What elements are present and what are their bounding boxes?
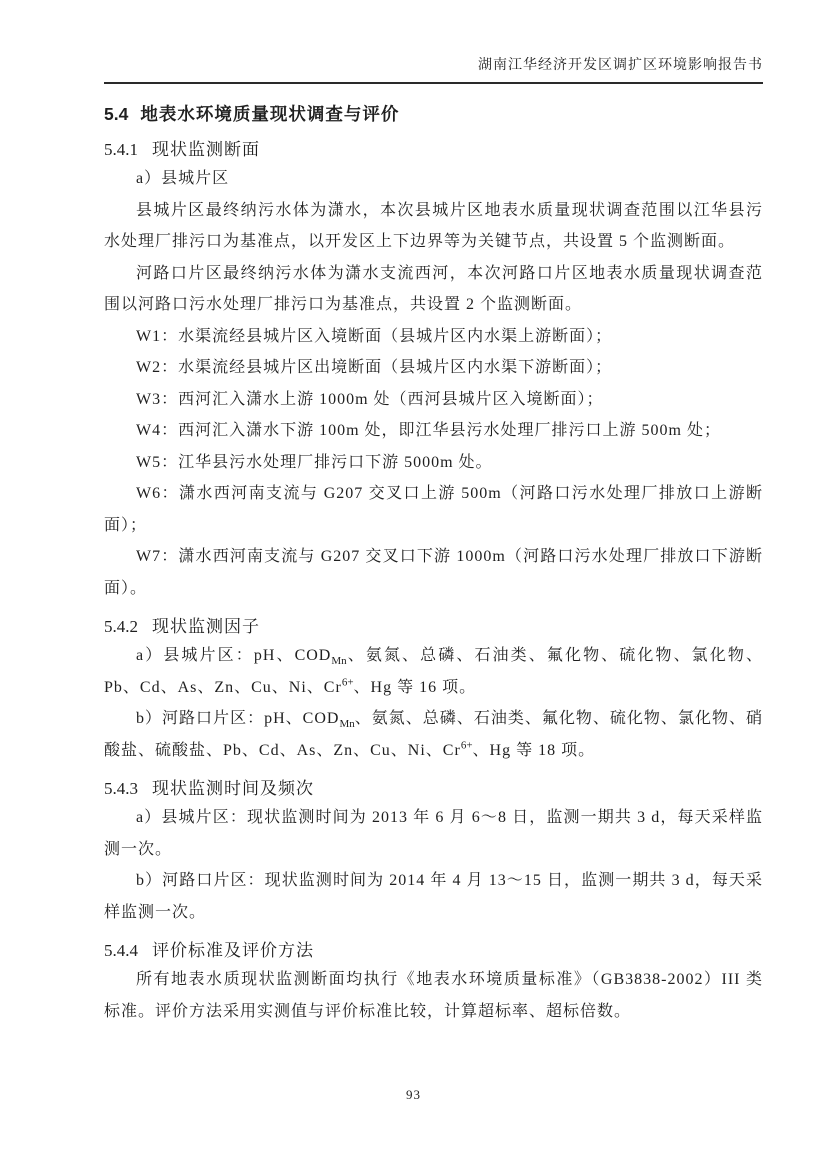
factors-b-superscript: 6+	[460, 739, 473, 752]
list-item-w4: W4：西河汇入潇水下游 100m 处，即江华县污水处理厂排污口上游 500m 处；	[136, 422, 721, 439]
list-item-w3: W3：西河汇入潇水上游 1000m 处（西河县城片区入境断面）；	[136, 390, 604, 408]
paragraph-factors-b	[104, 703, 763, 766]
list-item-w7: W7：潇水西河南支流与 G207 交叉口下游 1000m（河路口污水处理厂排放口下游断面）。	[104, 548, 763, 597]
factors-b-subscript: Mn	[339, 718, 355, 731]
factors-b-text-1: b）河路口片区：pH、COD	[136, 710, 340, 727]
paragraph-xiancheng-overview: 县城片区最终纳污水体为潇水，本次县城片区地表水质量现状调查范围以江华县污水处理厂排污口为基准点，以开发区上下边界等为关键节点，共设置 5 个监测断面。	[104, 201, 763, 250]
factors-b-text-2: 、氨氮、总磷、石油类、氟化物、硫化物、氯化物、硝酸盐、硫酸盐、Pb、Cd、As、Zn、Cu、Ni、Cr	[104, 710, 763, 759]
list-item-w2: W2：水渠流经县城片区出境断面（县城片区内水渠下游断面）；	[136, 359, 613, 376]
factors-a-superscript: 6+	[341, 676, 354, 689]
subsection-title: 现状监测断面	[152, 140, 260, 159]
page-number: 93	[406, 1087, 421, 1102]
factors-a-text-1: a）县城片区：pH、COD	[136, 647, 332, 664]
list-item-w1: W1：水渠流经县城片区入境断面（县城片区内水渠上游断面）；	[136, 327, 613, 345]
subsection-number: 5.4.2	[104, 617, 138, 636]
subsection-heading-5-4-1	[104, 136, 763, 163]
factors-b-text-3: 、Hg 等 18 项。	[472, 741, 596, 759]
paragraph-label-a: a）县城片区	[136, 170, 230, 187]
subsection-title: 现状监测因子	[152, 617, 260, 636]
subsection-number: 5.4.1	[104, 140, 138, 159]
subsection-heading-5-4-4	[104, 937, 763, 964]
list-item-w6: W6：潇水西河南支流与 G207 交叉口上游 500m（河路口污水处理厂排放口上游断面）；	[104, 485, 763, 534]
paragraph-helukou-overview: 河路口片区最终纳污水体为潇水支流西河，本次河路口片区地表水质量现状调查范围以河路口污水处理厂排污口为基准点，共设置 2 个监测断面。	[104, 264, 763, 313]
subsection-number: 5.4.4	[104, 941, 138, 960]
subsection-title: 现状监测时间及频次	[152, 779, 314, 798]
subsection-heading-5-4-3	[104, 775, 763, 802]
paragraph-time-b: b）河路口片区：现状监测时间为 2014 年 4 月 13～15 日，监测一期共 3 d，每天采样监测一次。	[104, 872, 763, 921]
subsection-heading-5-4-2	[104, 613, 763, 640]
report-title: 湖南江华经济开发区调扩区环境影响报告书	[478, 58, 763, 73]
section-heading-5-4	[104, 101, 763, 127]
factors-a-subscript: Mn	[331, 655, 347, 668]
paragraph-time-a: a）县城片区：现状监测时间为 2013 年 6 月 6～8 日，监测一期共 3 d，每天采样监测一次。	[104, 809, 763, 858]
section-title: 地表水环境质量现状调查与评价	[140, 104, 400, 124]
page-header	[104, 57, 763, 84]
list-item-w5: W5：江华县污水处理厂排污口下游 5000m 处。	[136, 453, 493, 471]
subsection-number: 5.4.3	[104, 779, 138, 798]
paragraph-method: 所有地表水质现状监测断面均执行《地表水环境质量标准》（GB3838-2002）III 类标准。评价方法采用实测值与评价标准比较，计算超标率、超标倍数。	[104, 971, 763, 1020]
factors-a-text-2: 、氨氮、总磷、石油类、氟化物、硫化物、氯化物、Pb、Cd、As、Zn、Cu、Ni、Cr	[104, 647, 763, 696]
paragraph-factors-a	[104, 640, 763, 703]
section-number: 5.4	[104, 104, 129, 124]
subsection-title: 评价标准及评价方法	[152, 941, 314, 960]
factors-a-text-3: 、Hg 等 16 项。	[353, 678, 477, 696]
